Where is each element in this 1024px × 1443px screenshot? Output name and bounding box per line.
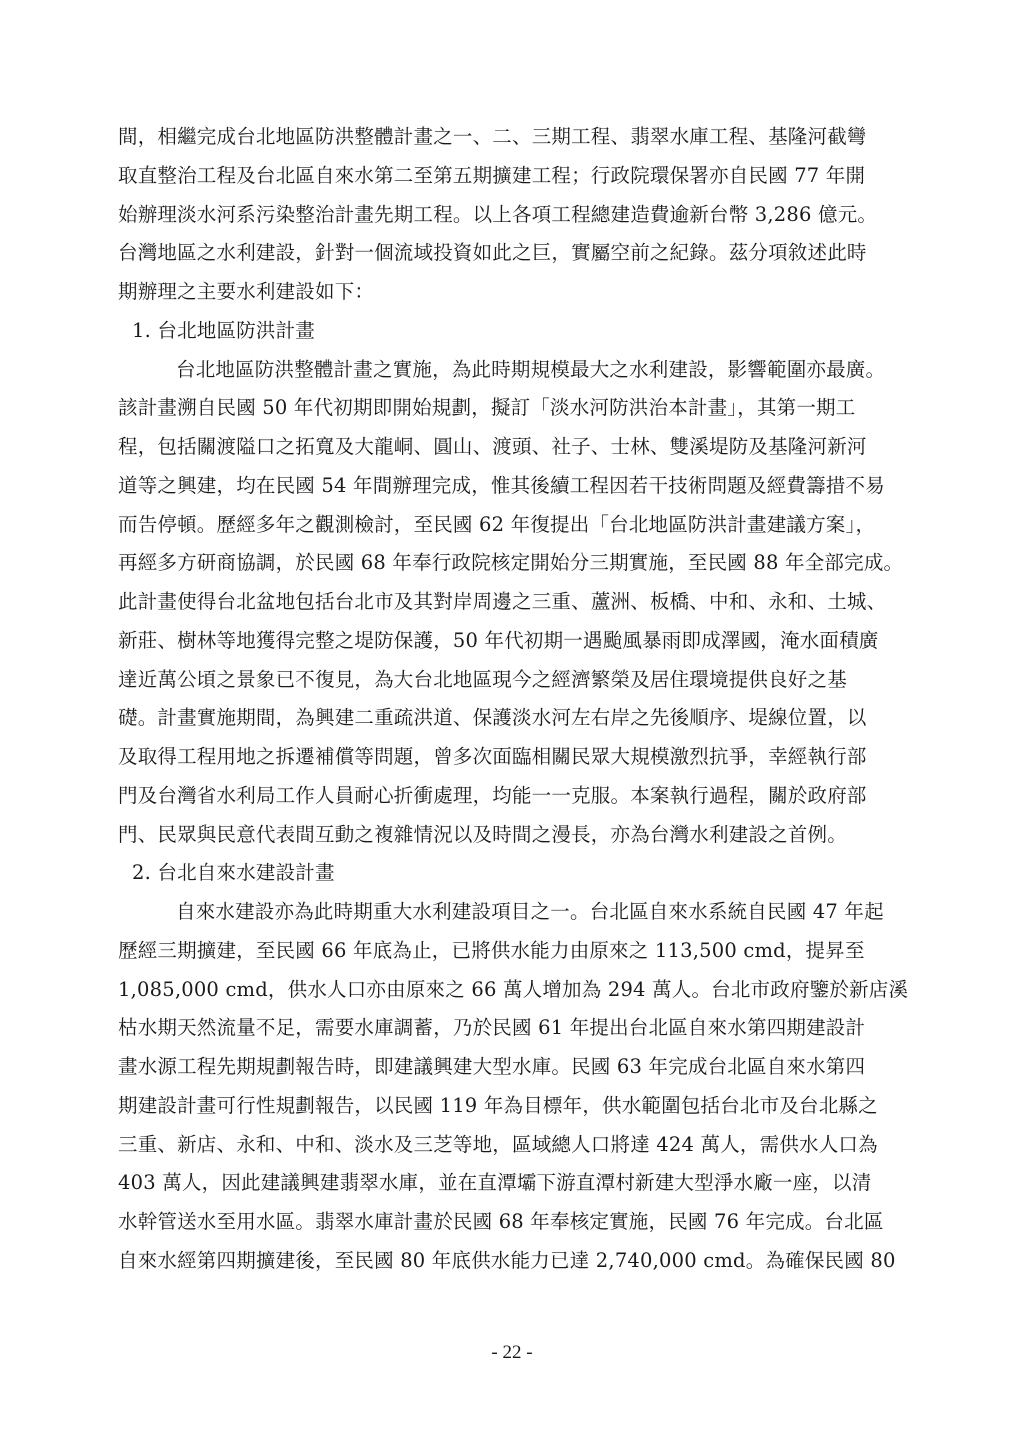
- text-line: 1,085,000 cmd，供水人口亦由原來之 66 萬人增加為 294 萬人。台北市政府鑒於新店溪: [118, 977, 909, 1001]
- text-line: 始辦理淡水河系污染整治計畫先期工程。以上各項工程總建造費逾新台幣 3,286 億元。: [118, 202, 878, 226]
- text-line: 歷經三期擴建，至民國 66 年底為止，已將供水能力由原來之 113,500 cmd，提昇至: [118, 938, 865, 962]
- section-heading: 1. 台北地區防洪計畫: [132, 318, 316, 342]
- text-line: 而告停頓。歷經多年之觀測檢討，至民國 62 年復提出「台北地區防洪計畫建議方案」，: [118, 512, 876, 536]
- text-line: 門、民眾與民意代表間互動之複雜情況以及時間之漫長，亦為台灣水利建設之首例。: [118, 822, 847, 846]
- text-line: 此計畫使得台北盆地包括台北市及其對岸周邊之三重、蘆洲、板橋、中和、永和、土城、: [118, 590, 887, 613]
- text-line: 程，包括關渡隘口之拓寬及大龍峒、圓山、渡頭、社子、士林、雙溪堤防及基隆河新河: [118, 435, 867, 458]
- text-line: 達近萬公頃之景象已不復見，為大台北地區現今之經濟繁榮及居住環境提供良好之基: [118, 667, 847, 691]
- text-line: 該計畫溯自民國 50 年代初期即開始規劃，擬訂「淡水河防洪治本計畫」，其第一期工: [118, 396, 856, 420]
- text-line: 自來水經第四期擴建後，至民國 80 年底供水能力已達 2,740,000 cmd。為確保民國 80: [118, 1248, 896, 1272]
- text-line: 新莊、樹林等地獲得完整之堤防保護，50 年代初期一遇颱風暴雨即成澤國，淹水面積廣: [118, 628, 879, 652]
- text-line: 礎。計畫實施期間，為興建二重疏洪道、保護淡水河左右岸之先後順序、堤線位置，以: [118, 706, 867, 730]
- text-line: 自來水建設亦為此時期重大水利建設項目之一。台北區自來水系統自民國 47 年起: [176, 900, 884, 923]
- text-line: 畫水源工程先期規劃報告時，即建議興建大型水庫。民國 63 年完成台北區自來水第四: [118, 1055, 866, 1078]
- text-line: 水幹管送水至用水區。翡翠水庫計畫於民國 68 年奉核定實施，民國 76 年完成。台北區: [118, 1210, 884, 1233]
- text-line: 再經多方研商協調，於民國 68 年奉行政院核定開始分三期實施，至民國 88 年全部完成。: [118, 551, 904, 575]
- text-line: 取直整治工程及台北區自來水第二至第五期擴建工程；行政院環保署亦自民國 77 年開: [118, 163, 866, 187]
- text-line: 期建設計畫可行性規劃報告，以民國 119 年為目標年，供水範圍包括台北市及台北縣之: [118, 1093, 878, 1117]
- text-line: 台灣地區之水利建設，針對一個流域投資如此之巨，實屬空前之紀錄。茲分項敘述此時: [118, 241, 867, 265]
- text-line: 期辦理之主要水利建設如下：: [118, 280, 375, 303]
- text-line: 三重、新店、永和、中和、淡水及三芝等地，區域總人口將達 424 萬人，需供水人口為: [118, 1132, 878, 1156]
- page-number: - 22 -: [491, 1342, 533, 1363]
- text-line: 枯水期天然流量不足，需要水庫調蓄，乃於民國 61 年提出台北區自來水第四期建設計: [118, 1016, 866, 1040]
- text-line: 間，相繼完成台北地區防洪整體計畫之一、二、三期工程、翡翠水庫工程、基隆河截彎: [118, 125, 867, 148]
- text-line: 403 萬人，因此建議興建翡翠水庫，並在直潭壩下游直潭村新建大型淨水廠一座，以清: [118, 1171, 872, 1195]
- text-line: 門及台灣省水利局工作人員耐心折衝處理，均能一一克服。本案執行過程，關於政府部: [118, 783, 867, 807]
- text-line: 及取得工程用地之拆遷補償等問題，曾多次面臨相關民眾大規模激烈抗爭，幸經執行部: [118, 745, 867, 768]
- section-heading: 2. 台北自來水建設計畫: [132, 861, 335, 885]
- text-line: 台北地區防洪整體計畫之實施，為此時期規模最大之水利建設，影響範圍亦最廣。: [176, 357, 886, 381]
- text-line: 道等之興建，均在民國 54 年間辦理完成，惟其後續工程因若干技術問題及經費籌措不易: [118, 473, 885, 497]
